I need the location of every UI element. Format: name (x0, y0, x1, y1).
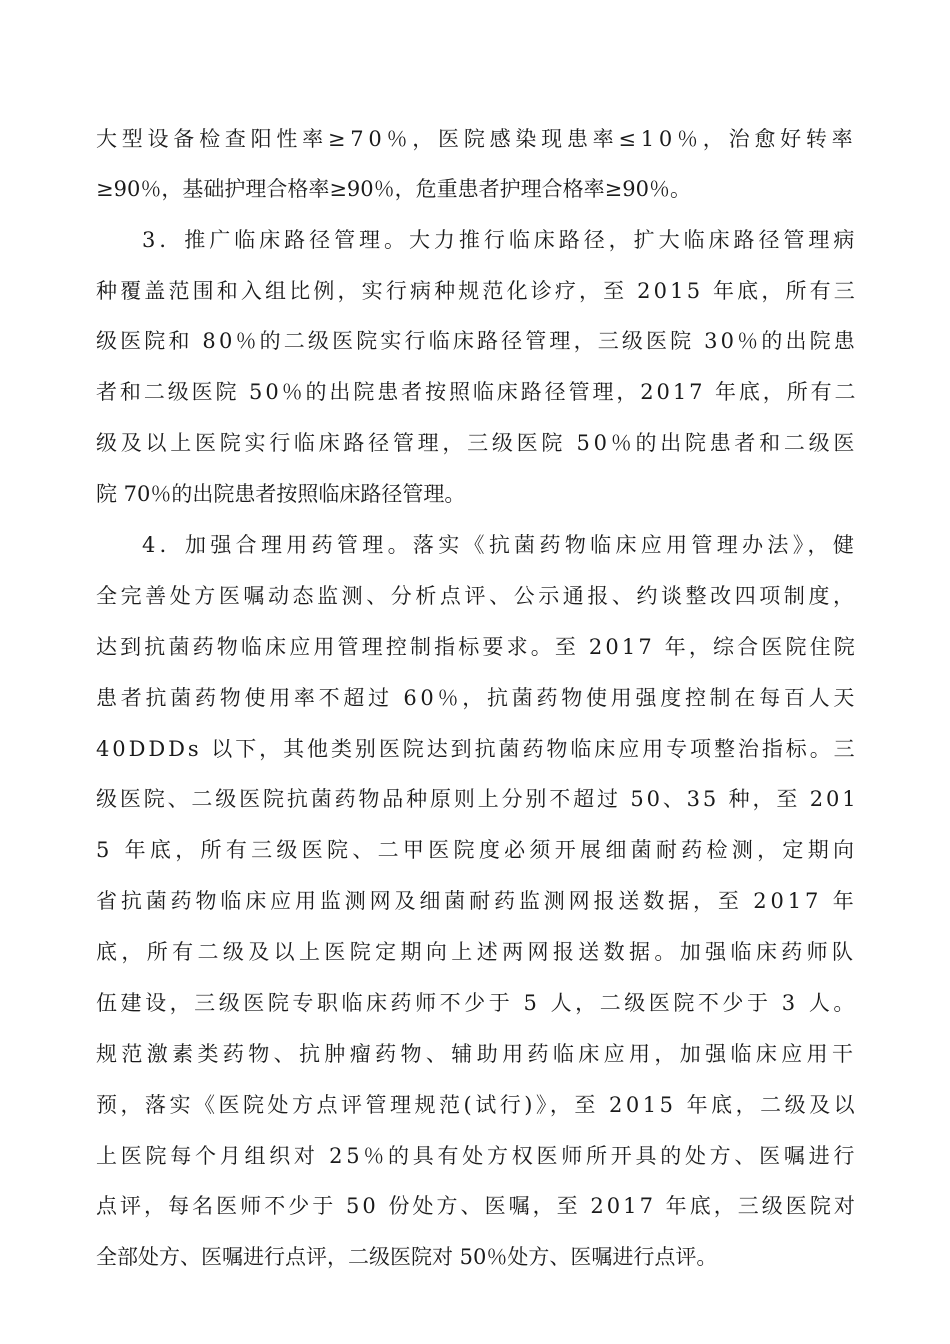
line-text: 5 年底，所有三级医院、二甲医院度必须开展细菌耐药检测，定期向 (96, 838, 859, 862)
line-text: 患者抗菌药物使用率不超过 60％，抗菌药物使用强度控制在每百人天 (96, 686, 859, 710)
text-line (96, 315, 858, 367)
text-line (96, 417, 858, 469)
text-line (142, 519, 858, 571)
text-line (96, 1180, 858, 1232)
text-line (96, 672, 858, 724)
line-text: 4．加强合理用药管理。落实《抗菌药物临床应用管理办法》，健 (142, 533, 859, 557)
text-line (96, 875, 858, 927)
line-text: 种覆盖范围和入组比例，实行病种规范化诊疗，至 2015 年底，所有三 (96, 279, 858, 303)
line-text: ≥90％，基础护理合格率≥90％，危重患者护理合格率≥90％。 (96, 177, 691, 201)
line-text: 省抗菌药物临床应用监测网及细菌耐药监测网报送数据，至 2017 年 (96, 889, 858, 913)
line-text: 3．推广临床路径管理。大力推行临床路径，扩大临床路径管理病 (142, 228, 859, 252)
line-text: 上医院每个月组织对 25％的具有处方权医师所开具的处方、医嘱进行 (96, 1144, 859, 1168)
text-line (96, 113, 858, 165)
text-line (96, 773, 858, 825)
text-line (96, 1130, 858, 1182)
text-line (96, 366, 858, 418)
text-line (96, 723, 858, 775)
line-text: 点评，每名医师不少于 50 份处方、医嘱，至 2017 年底，三级医院对 (96, 1194, 858, 1218)
line-text: 全部处方、医嘱进行点评，二级医院对 50％处方、医嘱进行点评。 (96, 1245, 718, 1269)
text-line (96, 1079, 858, 1131)
text-line (96, 621, 858, 673)
text-line (96, 1028, 858, 1080)
line-text: 达到抗菌药物临床应用管理控制指标要求。至 2017 年，综合医院住院 (96, 635, 858, 659)
line-text: 40DDDs 以下，其他类别医院达到抗菌药物临床应用专项整治指标。三 (96, 737, 858, 761)
text-line (96, 1231, 858, 1283)
line-text: 大型设备检查阳性率≥70％，医院感染现患率≤10％，治愈好转率 (96, 127, 858, 151)
text-line (96, 265, 858, 317)
line-text: 全完善处方医嘱动态监测、分析点评、公示通报、约谈整改四项制度， (96, 584, 858, 608)
text-line (96, 163, 858, 215)
line-text: 级医院和 80％的二级医院实行临床路径管理，三级医院 30％的出院患 (96, 329, 858, 353)
line-text: 预，落实《医院处方点评管理规范(试行)》，至 2015 年底，二级及以 (96, 1093, 859, 1117)
text-line (96, 824, 858, 876)
text-line (96, 977, 858, 1029)
text-line (96, 468, 858, 520)
text-line (96, 926, 858, 978)
line-text: 者和二级医院 50％的出院患者按照临床路径管理，2017 年底，所有二 (96, 380, 859, 404)
text-line (142, 214, 858, 266)
line-text: 伍建设，三级医院专职临床药师不少于 5 人，二级医院不少于 3 人。 (96, 991, 858, 1015)
line-text: 级及以上医院实行临床路径管理，三级医院 50％的出院患者和二级医 (96, 431, 859, 455)
line-text: 级医院、二级医院抗菌药物品种原则上分别不超过 50、35 种，至 201 (96, 787, 859, 811)
line-text: 规范激素类药物、抗肿瘤药物、辅助用药临床应用，加强临床应用干 (96, 1042, 858, 1066)
line-text: 底，所有二级及以上医院定期向上述两网报送数据。加强临床药师队 (96, 940, 858, 964)
line-text: 院 70％的出院患者按照临床路径管理。 (96, 482, 466, 506)
text-line (96, 570, 858, 622)
